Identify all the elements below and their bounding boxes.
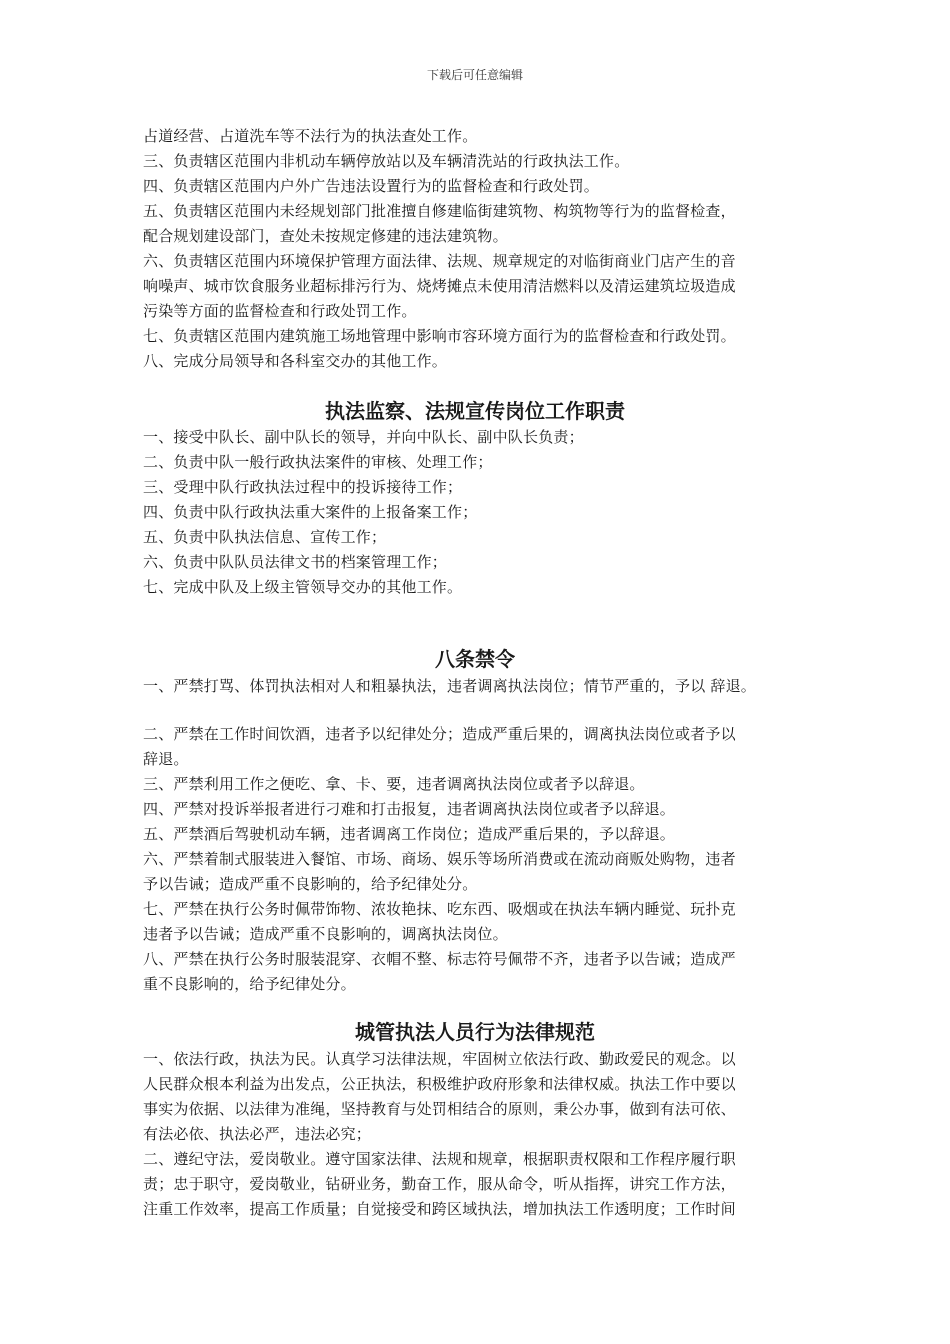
paragraph-line: 辞退。 bbox=[143, 750, 189, 768]
paragraph-line: 五、负责中队执法信息、宣传工作； bbox=[143, 528, 387, 546]
paragraph-line: 六、负责中队队员法律文书的档案管理工作； bbox=[143, 553, 448, 571]
paragraph-line: 七、负责辖区范围内建筑施工场地管理中影响市容环境方面行为的监督检查和行政处罚。 bbox=[143, 327, 736, 345]
paragraph-line: 一、严禁打骂、体罚执法相对人和粗暴执法，违者调离执法岗位；情节严重的，予以 辞退。 bbox=[143, 677, 756, 695]
paragraph-line: 事实为依据、以法律为准绳，坚持教育与处罚相结合的原则，秉公办事，做到有法可依、 bbox=[143, 1100, 736, 1118]
paragraph-line: 三、负责辖区范围内非机动车辆停放站以及车辆清洗站的行政执法工作。 bbox=[143, 152, 630, 170]
paragraph-line: 三、严禁利用工作之便吃、拿、卡、要，违者调离执法岗位或者予以辞退。 bbox=[143, 775, 645, 793]
paragraph-line: 二、遵纪守法，爱岗敬业。遵守国家法律、法规和规章，根据职责权限和工作程序履行职 bbox=[143, 1150, 736, 1168]
paragraph-line: 响噪声、城市饮食服务业超标排污行为、烧烤摊点未使用清洁燃料以及清运建筑垃圾造成 bbox=[143, 277, 736, 295]
paragraph-line: 六、严禁着制式服装进入餐馆、市场、商场、娱乐等场所消费或在流动商贩处购物，违者 bbox=[143, 850, 736, 868]
paragraph-line: 四、严禁对投诉举报者进行刁难和打击报复，违者调离执法岗位或者予以辞退。 bbox=[143, 800, 676, 818]
paragraph-line: 一、依法行政，执法为民。认真学习法律法规，牢固树立依法行政、勤政爱民的观念。以 bbox=[143, 1050, 736, 1068]
paragraph-line: 责；忠于职守，爱岗敬业，钻研业务，勤奋工作，服从命令，听从指挥，讲究工作方法， bbox=[143, 1175, 736, 1193]
paragraph-line: 八、严禁在执行公务时服装混穿、衣帽不整、标志符号佩带不齐，违者予以告诫；造成严 bbox=[143, 950, 736, 968]
paragraph-line: 占道经营、占道洗车等不法行为的执法查处工作。 bbox=[143, 127, 478, 145]
section-title: 执法监察、法规宣传岗位工作职责 bbox=[325, 399, 625, 423]
paragraph-line: 四、负责辖区范围内户外广告违法设置行为的监督检查和行政处罚。 bbox=[143, 177, 600, 195]
paragraph-line: 八、完成分局领导和各科室交办的其他工作。 bbox=[143, 352, 448, 370]
paragraph-line: 七、完成中队及上级主管领导交办的其他工作。 bbox=[143, 578, 463, 596]
paragraph-line: 七、严禁在执行公务时佩带饰物、浓妆艳抹、吃东西、吸烟或在执法车辆内睡觉、玩扑克 bbox=[143, 900, 736, 918]
paragraph-line: 污染等方面的监督检查和行政处罚工作。 bbox=[143, 302, 417, 320]
paragraph-line: 六、负责辖区范围内环境保护管理方面法律、法规、规章规定的对临街商业门店产生的音 bbox=[143, 252, 736, 270]
paragraph-line: 配合规划建设部门，查处未按规定修建的违法建筑物。 bbox=[143, 227, 508, 245]
paragraph-line: 三、受理中队行政执法过程中的投诉接待工作； bbox=[143, 478, 463, 496]
paragraph-line: 有法必依、执法必严，违法必究； bbox=[143, 1125, 372, 1143]
paragraph-line: 四、负责中队行政执法重大案件的上报备案工作； bbox=[143, 503, 478, 521]
paragraph-line: 五、严禁酒后驾驶机动车辆，违者调离工作岗位；造成严重后果的，予以辞退。 bbox=[143, 825, 676, 843]
section-title: 城管执法人员行为法律规范 bbox=[355, 1020, 595, 1044]
paragraph-line: 注重工作效率，提高工作质量；自觉接受和跨区域执法，增加执法工作透明度；工作时间 bbox=[143, 1200, 736, 1218]
paragraph-line: 予以告诫；造成严重不良影响的，给予纪律处分。 bbox=[143, 875, 478, 893]
paragraph-line: 人民群众根本利益为出发点，公正执法，积极维护政府形象和法律权威。执法工作中要以 bbox=[143, 1075, 736, 1093]
paragraph-line: 五、负责辖区范围内未经规划部门批准擅自修建临街建筑物、构筑物等行为的监督检查， bbox=[143, 202, 736, 220]
section-title: 八条禁令 bbox=[435, 647, 515, 671]
paragraph-line: 一、接受中队长、副中队长的领导，并向中队长、副中队长负责； bbox=[143, 428, 584, 446]
paragraph-line: 二、严禁在工作时间饮酒，违者予以纪律处分；造成严重后果的，调离执法岗位或者予以 bbox=[143, 725, 736, 743]
paragraph-line: 二、负责中队一般行政执法案件的审核、处理工作； bbox=[143, 453, 493, 471]
paragraph-line: 重不良影响的，给予纪律处分。 bbox=[143, 975, 356, 993]
paragraph-line: 违者予以告诫；造成严重不良影响的，调离执法岗位。 bbox=[143, 925, 508, 943]
page-header: 下载后可任意编辑 bbox=[426, 68, 523, 82]
